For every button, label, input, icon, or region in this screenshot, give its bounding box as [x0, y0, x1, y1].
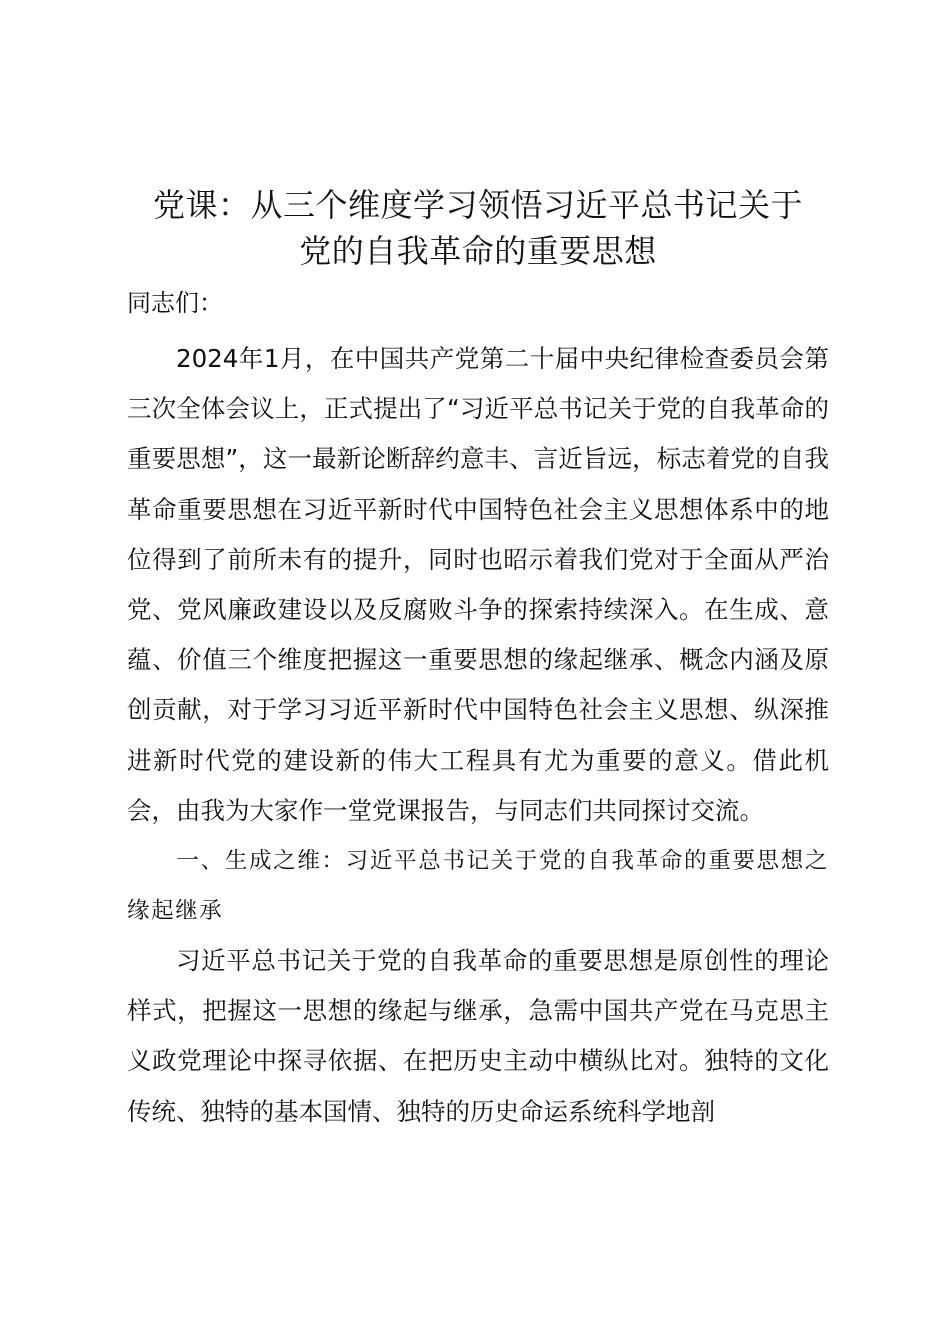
paragraph-intro: 2024年1月，在中国共产党第二十届中央纪律检查委员会第三次全体会议上，正式提出了“习近平总书记关于党的自我革命的重要思想”，这一最新论断辞约意丰、言近旨远，标志着党的自我革命重要思想在习近平新时代中国特色社会主义思想体系中的地位得到了前所未有的提升，同时也昭示着我们党对于全面从严治党、党风廉政建设以及反腐败斗争的探索持续深入。在生成、意蕴、价值三个维度把握这一重要思想的缘起继承、概念内涵及原创贡献，对于学习习近平新时代中国特色社会主义思想、纵深推进新时代党的建设新的伟大工程具有尤为重要的意义。借此机会，由我为大家作一堂党课报告，与同志们共同探讨交流。	[127, 344, 829, 825]
paragraph-section-1: 习近平总书记关于党的自我革命的重要思想是原创性的理论样式，把握这一思想的缘起与继承，急需中国共产党在马克思主义政党理论中探寻依据、在把历史主动中横纵比对。独特的文化传统、独特的基本国情、独特的历史命运系统科学地剖	[127, 946, 829, 1126]
title-line-1: 党课：从三个维度学习领悟习近平总书记关于	[152, 186, 803, 224]
document-page	[127, 182, 829, 1137]
section-heading-1: 一、生成之维：习近平总书记关于党的自我革命的重要思想之缘起继承	[127, 848, 829, 925]
salutation: 同志们：	[127, 289, 223, 317]
title-line-2: 党的自我革命的重要思想	[299, 232, 657, 270]
document-title	[127, 182, 829, 274]
